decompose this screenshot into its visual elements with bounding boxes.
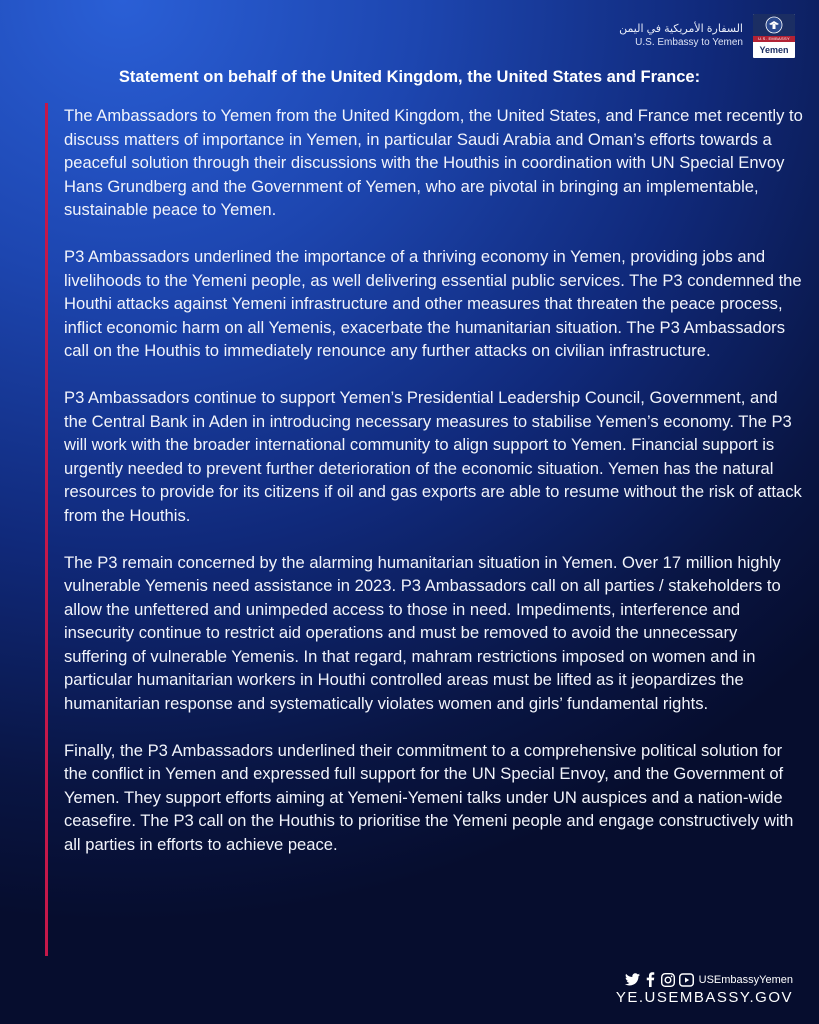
statement-body (64, 104, 804, 880)
social-links (616, 972, 793, 987)
logo-country: Yemen (759, 45, 789, 55)
embassy-name-arabic: السفارة الأمريكية في اليمن (619, 22, 743, 35)
paragraph-4: The P3 remain concerned by the alarming humanitarian situation in Yemen. Over 17 million highly vulnerable Yemenis need assistance in 2023. P3 Ambassadors call on all parties / stakeholders to allow the unfettered and unimpeded access to those in need. Impediments, interference and insecurity continue to restrict aid operations and must be removed to avoid the unnecessary suffering of vulnerable Yemenis. In that regard, mahram restrictions imposed on women and in particular humanitarian workers in Houthi controlled areas must be lifted as it jeopardizes the humanitarian response and systematically violates women and girls’ fundamental rights. (64, 552, 781, 713)
footer (616, 972, 793, 1006)
twitter-icon[interactable] (625, 972, 640, 987)
facebook-icon[interactable] (643, 972, 658, 987)
instagram-icon[interactable] (661, 972, 676, 987)
paragraph-1: The Ambassadors to Yemen from the United Kingdom, the United States, and France met recently to discuss matters of importance in Yemen, in particular Saudi Arabia and Oman’s efforts towards a peaceful solution through their discussions with the Houthis in coordination with UN Special Envoy Hans Grundberg and the Government of Yemen, who are pivotal in bringing an implementable, sustainable peace to Yemen. (64, 106, 803, 219)
accent-bar (45, 103, 48, 956)
paragraph-5: Finally, the P3 Ambassadors underlined their commitment to a comprehensive political solution for the conflict in Yemen and expressed full support for the UN Special Envoy, and the Government of Yemen. They support efforts aiming at Yemeni-Yemeni talks under UN auspices and a nation-wide ceasefire. The P3 call on the Houthis to prioritise the Yemeni people and engage constructively with all parties in efforts to achieve peace. (64, 740, 794, 854)
paragraph-2: P3 Ambassadors underlined the importance of a thriving economy in Yemen, providing jobs and livelihoods to the Yemeni people, as well delivering essential public services. The P3 condemned the Houthi attacks against Yemeni infrastructure and other measures that threaten the peace process, inflict economic harm on all Yemenis, exacerbate the humanitarian situation. The P3 Ambassadors call on the Houthis to immediately renounce any further attacks on civilian infrastructure. (64, 247, 802, 360)
social-handle[interactable]: USEmbassyYemen (698, 973, 793, 986)
embassy-logo (753, 14, 795, 58)
website-url[interactable]: YE.USEMBASSY.GOV (615, 989, 793, 1006)
logo-band: U.S. EMBASSY (753, 36, 795, 42)
youtube-icon[interactable] (679, 972, 694, 987)
embassy-name-english: U.S. Embassy to Yemen (635, 36, 743, 48)
statement-title: Statement on behalf of the United Kingdom, the United States and France: (118, 68, 701, 86)
eagle-seal-icon (753, 14, 795, 36)
paragraph-3: P3 Ambassadors continue to support Yemen’s Presidential Leadership Council, Government, and the Central Bank in Aden in introducing necessary measures to stabilise Yemen’s economy. The P3 will work with the broader international community to align support to Yemen. Financial support is urgently needed to prevent further deterioration of the economic situation. Yemen has the natural resources to provide for its citizens if oil and gas exports are able to resume without the risk of attack from the Houthis. (64, 388, 802, 525)
embassy-header (619, 14, 795, 58)
embassy-name (619, 23, 743, 49)
